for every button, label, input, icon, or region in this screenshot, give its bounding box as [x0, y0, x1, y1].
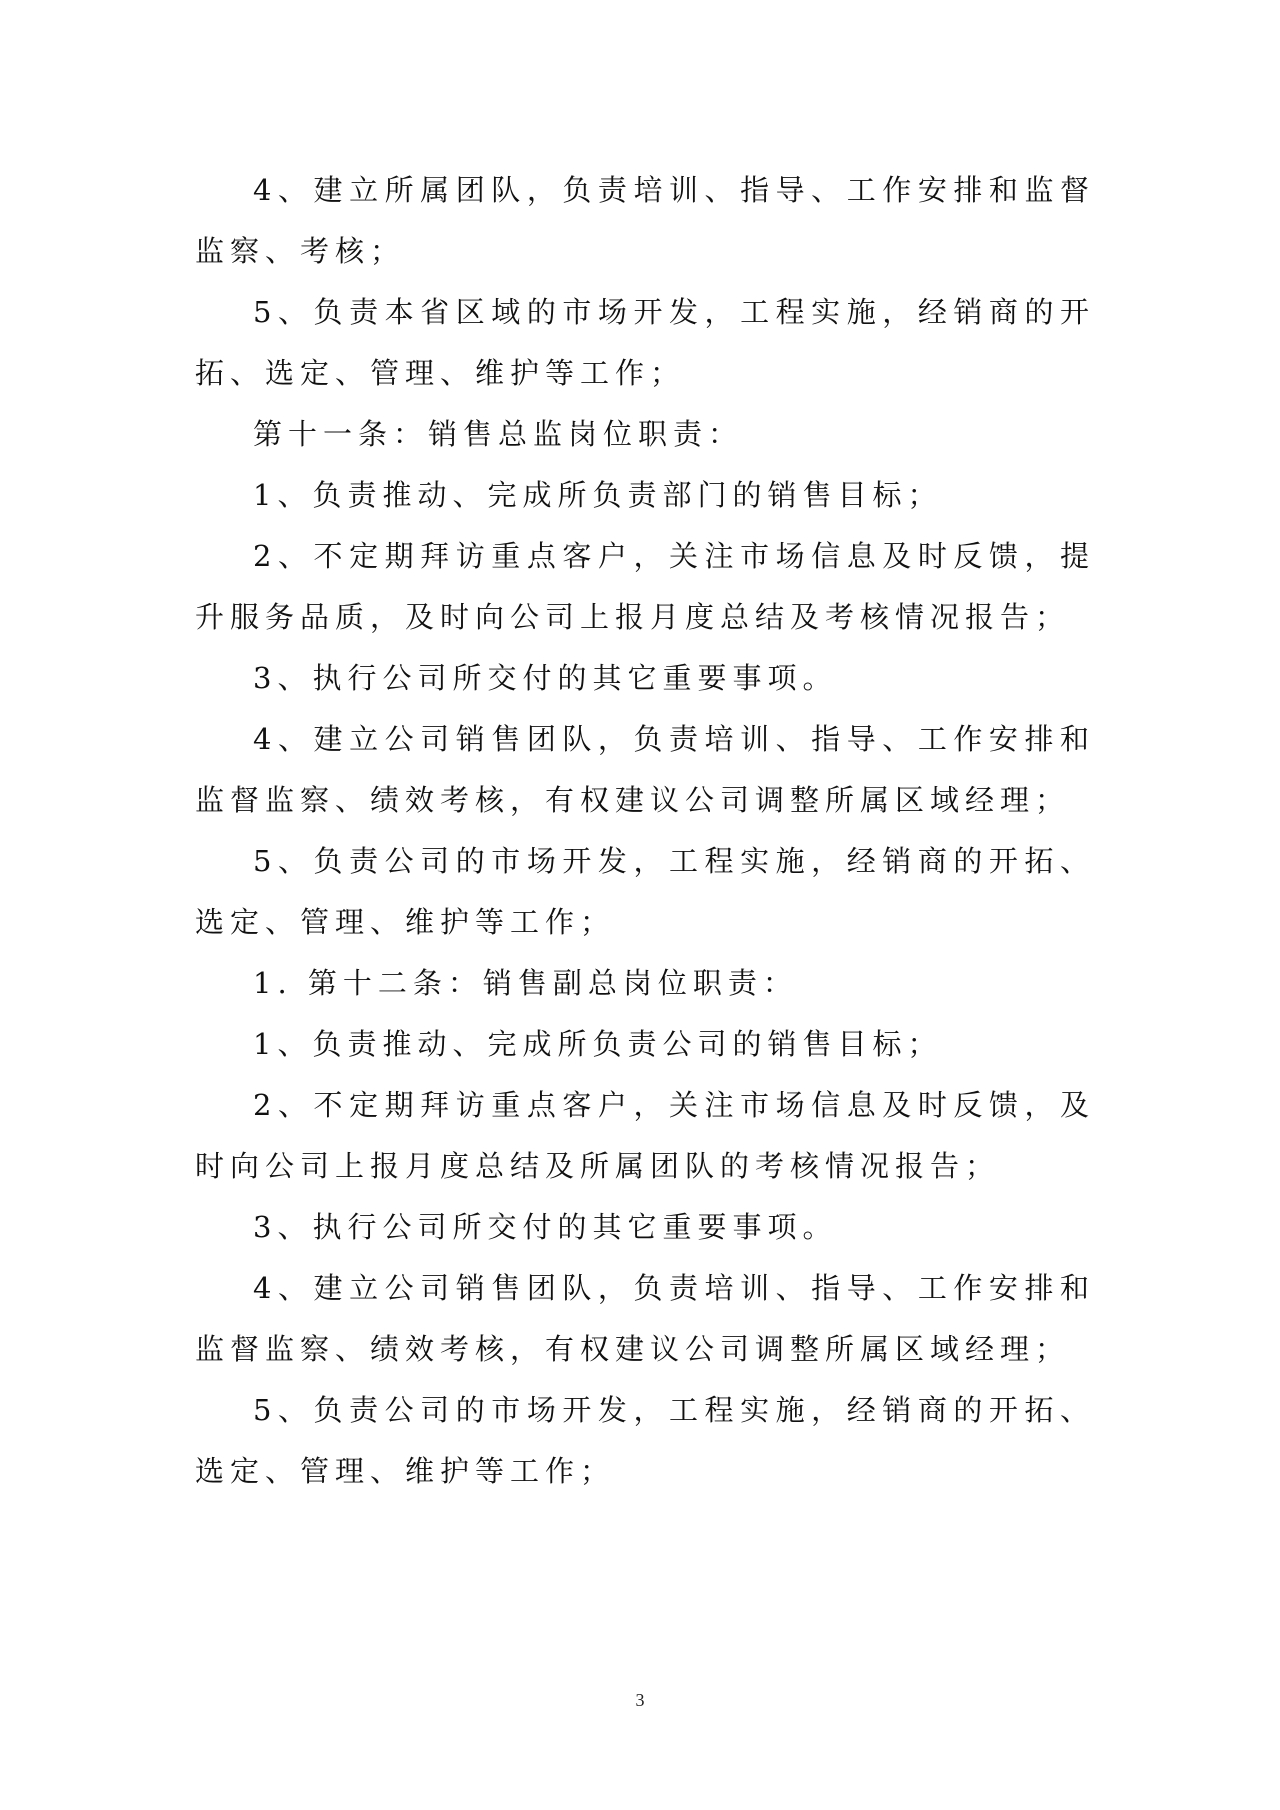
- paragraph-item-5-province-market: 5、负责本省区域的市场开发，工程实施，经销商的开拓、选定、管理、维护等工作；: [195, 295, 1095, 390]
- paragraph-vp-item-3: 3、执行公司所交付的其它重要事项。: [253, 1210, 838, 1244]
- paragraph-vp-item-4: 4、建立公司销售团队，负责培训、指导、工作安排和监督监察、绩效考核，有权建议公司调整所属区域经理；: [195, 1271, 1095, 1366]
- paragraph-director-item-1: 1、负责推动、完成所负责部门的销售目标；: [253, 478, 943, 512]
- paragraph-item-4-team: 4、建立所属团队，负责培训、指导、工作安排和监督监察、考核；: [195, 173, 1095, 268]
- document-body: [195, 160, 1095, 1502]
- article-11-heading: 第十一条：销售总监岗位职责：: [253, 417, 744, 451]
- paragraph-vp-item-2: 2、不定期拜访重点客户，关注市场信息及时反馈，及时向公司上报月度总结及所属团队的考核情况报告；: [195, 1088, 1095, 1183]
- paragraph-director-item-5: 5、负责公司的市场开发，工程实施，经销商的开拓、选定、管理、维护等工作；: [195, 844, 1095, 939]
- paragraph-vp-item-1: 1、负责推动、完成所负责公司的销售目标；: [253, 1027, 943, 1061]
- paragraph-director-item-2: 2、不定期拜访重点客户，关注市场信息及时反馈，提升服务品质，及时向公司上报月度总结及考核情况报告；: [195, 539, 1095, 634]
- paragraph-director-item-3: 3、执行公司所交付的其它重要事项。: [253, 661, 838, 695]
- paragraph-vp-item-5: 5、负责公司的市场开发，工程实施，经销商的开拓、选定、管理、维护等工作；: [195, 1393, 1095, 1488]
- article-12-heading: 1. 第十二条：销售副总岗位职责：: [253, 966, 798, 1000]
- paragraph-director-item-4: 4、建立公司销售团队，负责培训、指导、工作安排和监督监察、绩效考核，有权建议公司调整所属区域经理；: [195, 722, 1095, 817]
- page-number: 3: [635, 1690, 645, 1710]
